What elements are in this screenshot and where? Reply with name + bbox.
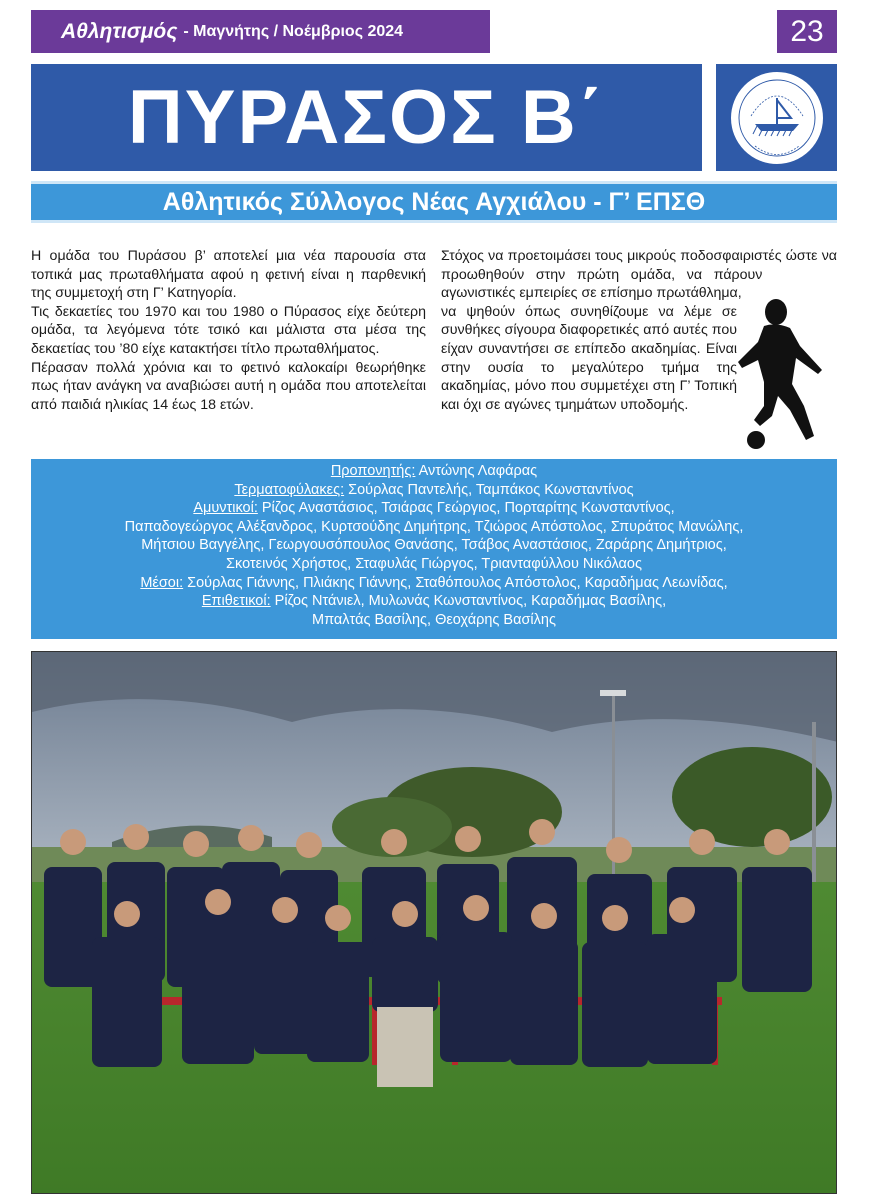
goalkeepers-label: Τερματοφύλακες: <box>234 481 345 498</box>
article-paragraph: Η ομάδα του Πυράσου β’ αποτελεί μια νέα παρουσία στα τοπικά μας πρωταθλήματα αφού η φετινή είναι η παρθενική της συμμετοχή στη Γ’ Κατηγορία. <box>31 248 426 302</box>
roster-line <box>31 481 837 500</box>
midfielders-label: Μέσοι: <box>140 574 184 591</box>
roster-line: Παπαδογεώργος Αλέξανδρος, Κυρτσούδης Δημήτρης, Τζιώρος Απόστολος, Σπυράτος Μανώλης, <box>124 518 744 535</box>
roster-line <box>31 462 837 481</box>
club-logo <box>716 64 837 171</box>
article-paragraph: Τις δεκαετίες του 1970 και του 1980 ο Πύρασος είχε δεύτερη ομάδα, τα λεγόμενα τότε τσικό και μάλιστα στα μέσα της δεκαετίας του ’80 είχε κατακτήσει τίτλο πρωταθλήματος. <box>31 303 426 357</box>
forwards-names: Ρίζος Ντάνιελ, Μυλωνάς Κωνσταντίνος, Καραδήμας Βασίλης, <box>270 593 667 610</box>
article-left-column <box>31 247 426 414</box>
goalkeepers-names: Σούρλας Παντελής, Ταμπάκος Κωνσταντίνος <box>344 481 634 498</box>
page-subtitle: Αθλητικός Σύλλογος Νέας Αγχιάλου - Γ’ ΕΠΣΘ <box>31 181 837 223</box>
team-photo-image <box>32 652 837 1194</box>
article-paragraph: Στόχος να προετοιμάσει τους μικρούς ποδοσφαιριστές ώστε να προωθηθούν στην πρώτη ομάδα, να πάρουν αγωνιστικές εμπειρίες σε επίσημο πρωτάθλημα, να ψηθούν όπως συνηθίζουμε να λέμε σε συνθήκες σίγουρα διαφορετικές από αυτές που είχαν συναντήσει σε επίπεδο ακαδημίας. Είναι στην ουσία το μεγαλύτερο τμήμα της ακαδημίας, μόνο που συμμετέχει στη Γ’ Τοπική και όχι σε αγώνες τμημάτων υποδομής. <box>441 248 837 413</box>
roster-line <box>31 574 837 593</box>
defenders-label: Αμυντικοί: <box>193 500 258 517</box>
page-title: ΠΥΡΑΣΟΣ Β΄ <box>31 64 702 171</box>
coach-name: Αντώνης Λαφάρας <box>415 463 538 479</box>
football-player-silhouette-icon <box>734 298 826 450</box>
coach-label: Προπονητής: <box>330 463 416 479</box>
roster-line: Μπαλτάς Βασίλης, Θεοχάρης Βασίλης <box>312 611 556 628</box>
section-title: Αθλητισμός <box>61 19 178 43</box>
midfielders-names: Σούρλας Γιάννης, Πλιάκης Γιάννης, Σταθόπουλος Απόστολος, Καραδήμας Λεωνίδας, <box>183 574 728 591</box>
issue-label: - Μαγνήτης / Νοέμβριος 2024 <box>183 22 404 40</box>
roster-line: Σκοτεινός Χρήστος, Σταφυλάς Γιώργος, Τριανταφύλλου Νικόλαος <box>226 555 642 572</box>
defenders-names: Ρίζος Αναστάσιος, Τσιάρας Γεώργιος, Πορταρίτης Κωνσταντίνος, <box>257 500 675 517</box>
forwards-label: Επιθετικοί: <box>201 593 271 610</box>
roster-line <box>31 499 837 518</box>
club-crest-icon <box>725 68 829 168</box>
roster-line <box>31 592 837 611</box>
team-roster <box>31 459 837 639</box>
header-bar <box>31 10 490 53</box>
team-photo <box>31 651 837 1194</box>
roster-line: Μήτσιου Βαγγέλης, Γεωργουσόπουλος Θανάσης, Τσάβος Αναστάσιος, Ζαράρης Δημήτριος, <box>141 537 727 554</box>
page-number: 23 <box>777 10 837 53</box>
article-paragraph: Πέρασαν πολλά χρόνια και το φετινό καλοκαίρι θεωρήθηκε πως ήταν ανάγκη να αναβιώσει αυτή η ομάδα που αποτελείται από παιδιά ηλικίας 14 έως 18 ετών. <box>31 359 426 413</box>
